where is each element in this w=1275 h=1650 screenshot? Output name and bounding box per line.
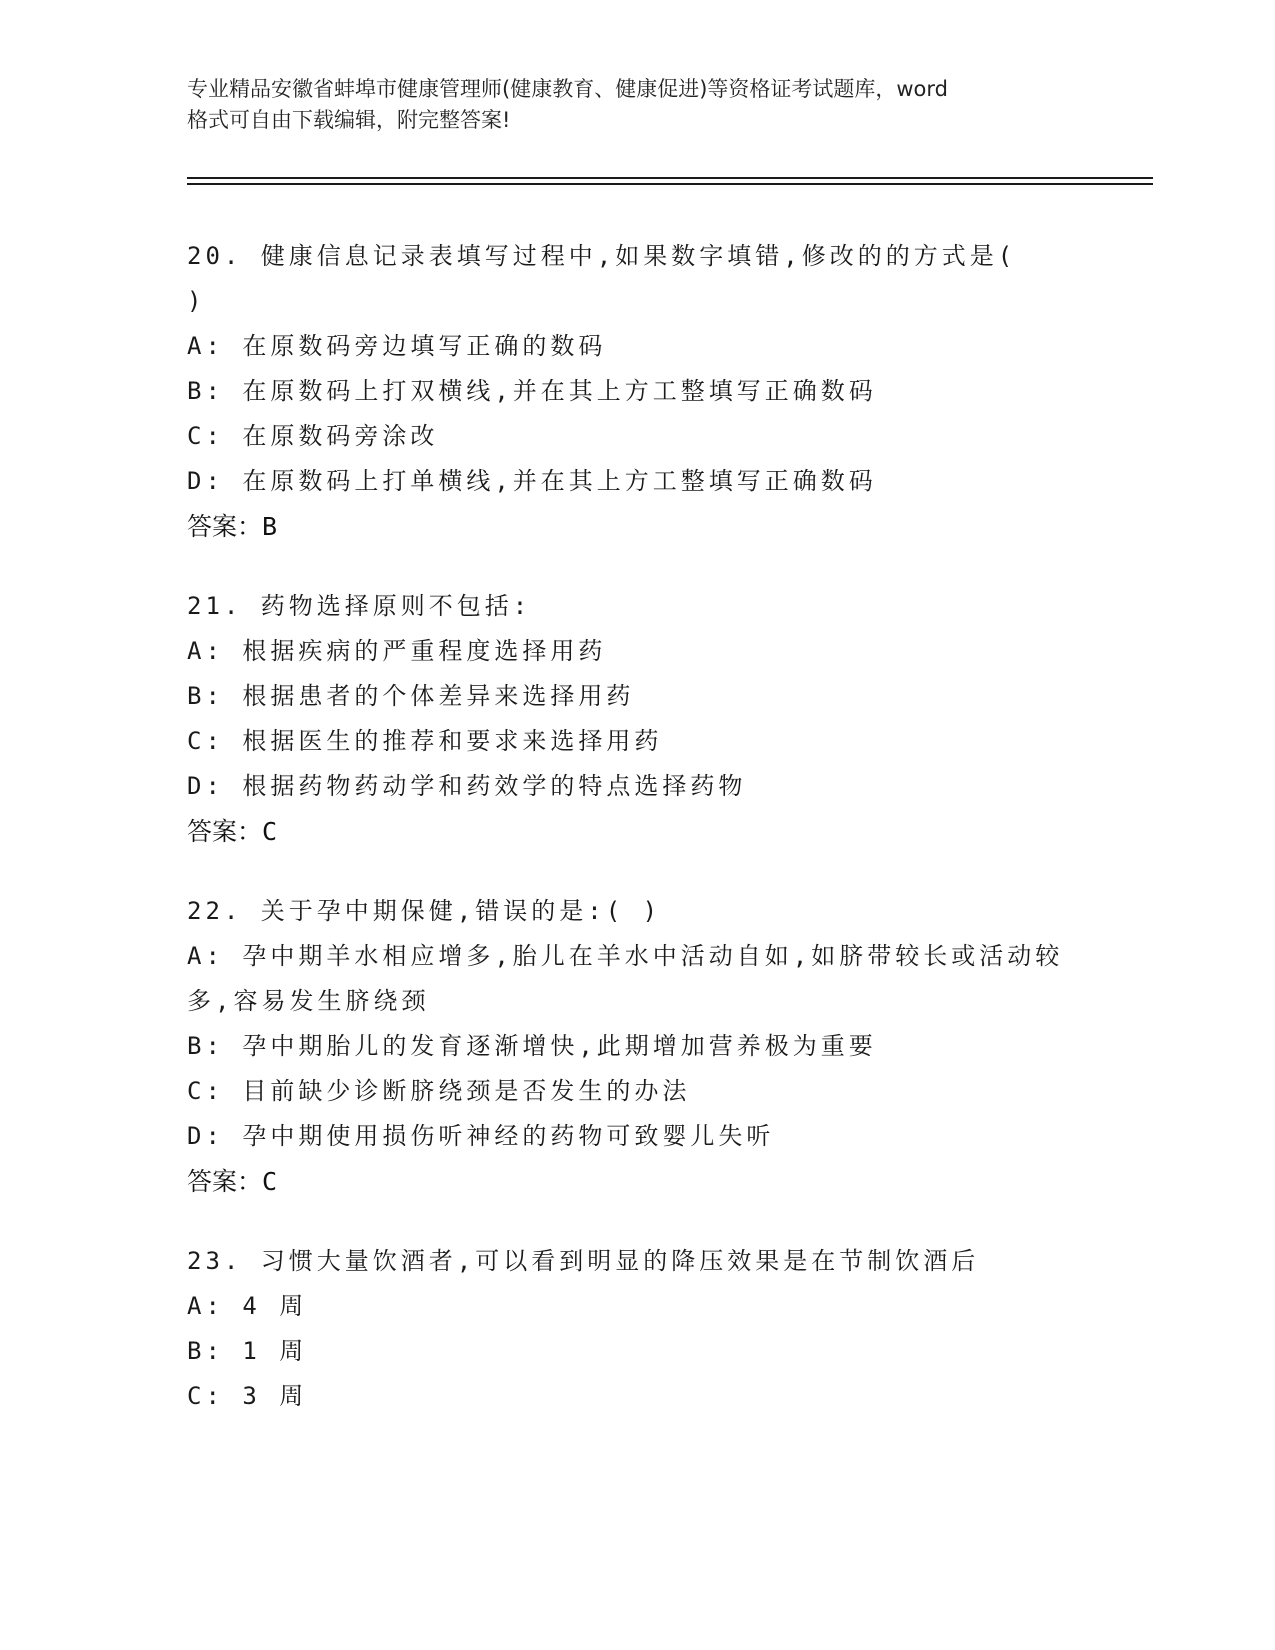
option-b: B: 1 周 [187, 1337, 308, 1365]
answer-value: B [262, 512, 278, 541]
header-divider-bottom [187, 183, 1153, 185]
option-d: D: 孕中期使用损伤听神经的药物可致婴儿失听 [187, 1122, 775, 1150]
question-22 [187, 889, 1087, 1204]
option-a: A: 在原数码旁边填写正确的数码 [187, 332, 607, 360]
question-stem-line: 22. 关于孕中期保健,错误的是:( ) [187, 897, 662, 925]
question-stem-line: 23. 习惯大量饮酒者,可以看到明显的降压效果是在节制饮酒后 [187, 1247, 980, 1275]
option-d: D: 根据药物药动学和药效学的特点选择药物 [187, 772, 747, 800]
option-b: B: 在原数码上打双横线,并在其上方工整填写正确数码 [187, 377, 877, 405]
document-header [187, 74, 1087, 136]
answer-value: C [262, 817, 278, 846]
option-a: A: 孕中期羊水相应增多,胎儿在羊水中活动自如,如脐带较长或活动较 [187, 942, 1064, 970]
option-a-continuation: 多,容易发生脐绕颈 [187, 987, 430, 1015]
option-b: B: 根据患者的个体差异来选择用药 [187, 682, 635, 710]
option-b: B: 孕中期胎儿的发育逐渐增快,此期增加营养极为重要 [187, 1032, 877, 1060]
question-23 [187, 1239, 1087, 1419]
answer-line [187, 809, 1087, 854]
header-line-2: 格式可自由下载编辑，附完整答案! [187, 108, 511, 132]
option-a: A: 根据疾病的严重程度选择用药 [187, 637, 607, 665]
answer-line [187, 504, 1087, 549]
question-stem-line: ) [187, 287, 206, 315]
question-list [187, 234, 1087, 1454]
answer-label: 答案： [187, 1167, 263, 1196]
option-c: C: 目前缺少诊断脐绕颈是否发生的办法 [187, 1077, 691, 1105]
answer-label: 答案： [187, 817, 263, 846]
header-line-1: 专业精品安徽省蚌埠市健康管理师(健康教育、健康促进)等资格证考试题库，word [187, 77, 949, 101]
answer-value: C [262, 1167, 278, 1196]
option-c: C: 在原数码旁涂改 [187, 422, 439, 450]
option-c: C: 根据医生的推荐和要求来选择用药 [187, 727, 663, 755]
option-a: A: 4 周 [187, 1292, 308, 1320]
answer-label: 答案： [187, 512, 263, 541]
question-21 [187, 584, 1087, 854]
option-c: C: 3 周 [187, 1382, 308, 1410]
question-stem-line: 21. 药物选择原则不包括: [187, 592, 532, 620]
question-20 [187, 234, 1087, 549]
answer-line [187, 1159, 1087, 1204]
question-stem-line: 20. 健康信息记录表填写过程中,如果数字填错,修改的的方式是( [187, 242, 1017, 270]
header-divider-top [187, 177, 1153, 179]
option-d: D: 在原数码上打单横线,并在其上方工整填写正确数码 [187, 467, 877, 495]
